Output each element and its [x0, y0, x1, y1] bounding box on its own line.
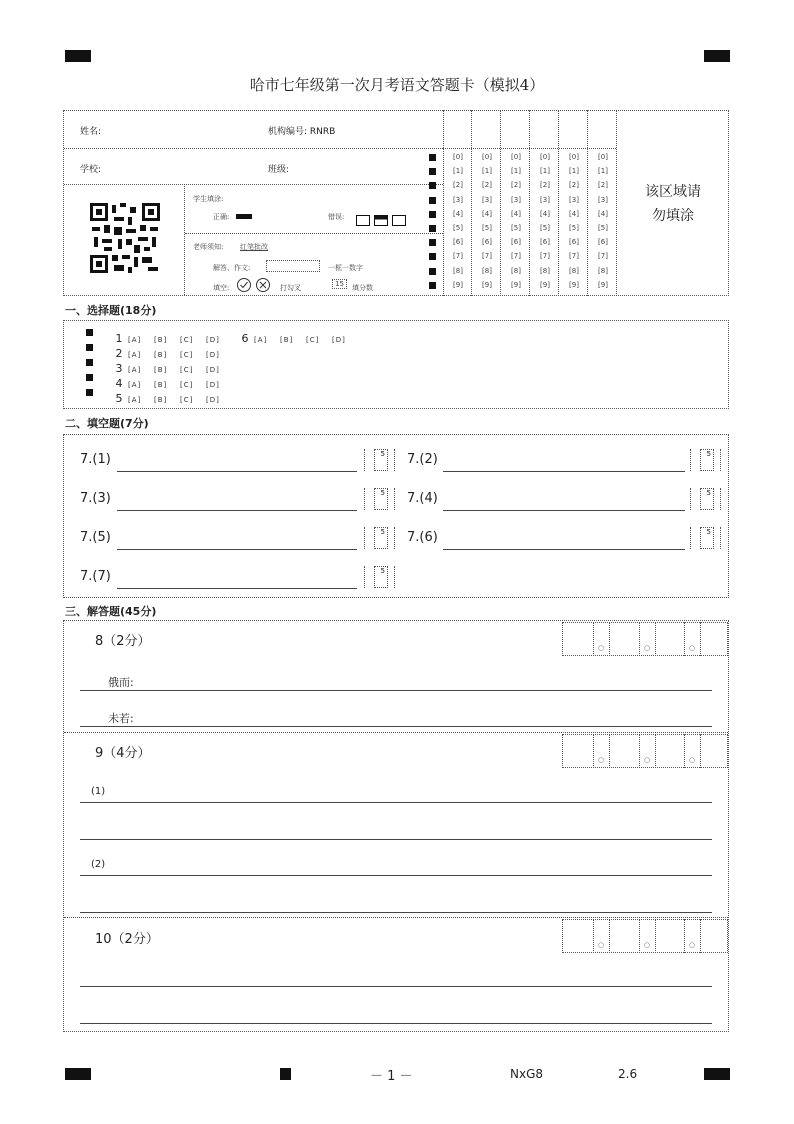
answer-line[interactable] [80, 912, 712, 913]
blank-label: 7.(6) [407, 530, 438, 545]
footer-code: NxG8 [510, 1067, 544, 1081]
section-1-title: 一、选择题(18分) [65, 304, 157, 317]
divider [394, 566, 395, 588]
digit-bubble[interactable]: [7] [511, 252, 521, 261]
name-label: 姓名: [80, 127, 102, 137]
digit-bubble[interactable]: [0] [511, 153, 521, 161]
digit-bubble[interactable]: [6] [511, 238, 521, 247]
student-fill-label: 学生填涂: [193, 195, 224, 203]
digit-bubble[interactable]: [7] [453, 252, 463, 261]
option-bubble[interactable]: [B] [154, 351, 168, 359]
q9-sub-1-label: (1) [91, 786, 106, 797]
digit-bubble[interactable]: [3] [569, 195, 579, 204]
option-bubble[interactable]: [C] [180, 366, 194, 374]
option-bubble[interactable]: [D] [206, 351, 220, 359]
row-mark [86, 329, 93, 336]
digit-bubble[interactable]: [5] [540, 224, 550, 232]
score-example: 15 [332, 279, 347, 289]
digit-bubble[interactable]: [1] [569, 167, 579, 176]
wrong-fill-examples [356, 211, 408, 222]
reserved-text-line-2: 勿填涂 [652, 208, 694, 224]
score-box[interactable]: 5 [700, 449, 714, 471]
score-circle[interactable]: ○ [598, 644, 605, 652]
divider [394, 449, 395, 471]
divider [364, 527, 365, 549]
digit-bubble[interactable]: [8] [453, 266, 463, 275]
divider [690, 488, 691, 510]
answer-line[interactable] [80, 1023, 712, 1024]
divider [64, 917, 728, 918]
digit-bubble[interactable]: [0] [598, 153, 608, 161]
divider [639, 734, 640, 768]
corner-mark-top-left [65, 50, 91, 62]
divider [184, 184, 185, 295]
digit-bubble[interactable]: [9] [569, 280, 579, 289]
option-bubble[interactable]: [B] [154, 381, 168, 389]
fill-label: 填空: [213, 284, 230, 292]
digit-bubble[interactable]: [6] [482, 238, 492, 247]
blank-label: 7.(5) [80, 530, 111, 545]
digit-bubble[interactable]: [9] [511, 280, 521, 289]
score-box[interactable]: 5 [700, 527, 714, 549]
q8-line-1-label: 俄而: [108, 676, 134, 689]
footer-version: 2.6 [618, 1067, 638, 1081]
row-mark [429, 239, 436, 246]
digit-bubble[interactable]: [4] [511, 209, 521, 218]
corner-mark-bottom-left [65, 1068, 91, 1080]
blank-label: 7.(7) [80, 569, 111, 584]
divider [364, 449, 365, 471]
answer-line[interactable] [80, 986, 712, 987]
divider [471, 110, 472, 296]
divider [655, 919, 656, 953]
divider [64, 732, 728, 733]
teacher-note-value: 红笔批改 [240, 243, 268, 251]
digit-bubble[interactable]: [0] [540, 153, 550, 161]
option-bubble[interactable]: [D] [206, 336, 220, 344]
reserved-area [620, 180, 726, 228]
digit-bubble[interactable]: [2] [511, 181, 521, 190]
row-mark [429, 225, 436, 232]
essay-label: 解答、作文: [213, 264, 251, 272]
option-bubble[interactable]: [B] [280, 336, 294, 344]
option-bubble[interactable]: [C] [180, 381, 194, 389]
answer-line[interactable] [80, 802, 712, 803]
row-mark [429, 211, 436, 218]
divider [700, 622, 701, 656]
section-2-title: 二、填空题(7分) [65, 417, 149, 430]
digit-bubble[interactable]: [8] [540, 266, 550, 275]
score-box[interactable]: 5 [374, 527, 388, 549]
digit-bubble[interactable]: [4] [598, 209, 608, 218]
bottom-center-mark [280, 1068, 291, 1080]
divider [64, 148, 443, 149]
score-circle[interactable]: ○ [644, 644, 651, 652]
divider [364, 566, 365, 588]
divider [720, 488, 721, 510]
divider [684, 734, 685, 768]
corner-mark-top-right [704, 50, 730, 62]
question-number: 6 [241, 332, 249, 345]
answer-line[interactable] [80, 839, 712, 840]
digit-bubble[interactable]: [8] [511, 266, 521, 275]
score-circle[interactable]: ○ [598, 756, 605, 764]
score-box[interactable]: 5 [374, 488, 388, 510]
divider [690, 527, 691, 549]
blank-line[interactable] [117, 471, 357, 472]
digit-bubble[interactable]: [4] [569, 209, 579, 218]
row-mark [86, 344, 93, 351]
option-bubble[interactable]: [B] [154, 396, 168, 404]
divider [609, 734, 610, 768]
divider [655, 734, 656, 768]
option-bubble[interactable]: [C] [180, 351, 194, 359]
digit-bubble[interactable]: [3] [540, 195, 550, 204]
page-title: 哈市七年级第一次月考语文答题卡（模拟4） [249, 76, 545, 94]
option-bubble[interactable]: [C] [306, 336, 320, 344]
divider [684, 919, 685, 953]
divider [700, 919, 701, 953]
divider [690, 449, 691, 471]
digit-bubble[interactable]: [1] [482, 167, 492, 176]
row-mark [429, 282, 436, 289]
divider [593, 622, 594, 656]
option-bubble[interactable]: [D] [206, 396, 220, 404]
digit-bubble[interactable]: [6] [453, 238, 463, 247]
digit-bubble[interactable]: [5] [511, 224, 521, 232]
digit-bubble[interactable]: [4] [453, 209, 463, 218]
row-mark [86, 374, 93, 381]
divider [593, 919, 594, 953]
reserved-text-line-1: 该区域请 [645, 184, 701, 200]
digit-bubble[interactable]: [1] [453, 167, 463, 176]
divider [364, 488, 365, 510]
q8-line-2-label: 未若: [108, 712, 134, 725]
question-8-label: 8（2分） [95, 634, 151, 649]
class-label: 班级: [268, 165, 290, 175]
question-number: 2 [115, 347, 123, 360]
digit-bubble[interactable]: [7] [540, 252, 550, 261]
section-3-box [63, 620, 729, 1032]
divider [720, 449, 721, 471]
divider [394, 527, 395, 549]
digit-bubble[interactable]: [0] [453, 153, 463, 161]
digit-bubble[interactable]: [8] [598, 266, 608, 275]
option-bubble[interactable]: [A] [128, 381, 142, 389]
divider [639, 622, 640, 656]
digit-bubble[interactable]: [2] [598, 181, 608, 190]
divider [700, 734, 701, 768]
blank-label: 7.(2) [407, 452, 438, 467]
divider [500, 110, 501, 296]
option-bubble[interactable]: [A] [128, 351, 142, 359]
score-circle[interactable]: ○ [689, 941, 696, 949]
digit-bubble[interactable]: [9] [453, 280, 463, 289]
divider [185, 233, 443, 234]
row-mark [429, 168, 436, 175]
digit-bubble[interactable]: [3] [482, 195, 492, 204]
digit-bubble[interactable]: [1] [511, 167, 521, 176]
divider [720, 527, 721, 549]
score-circle[interactable]: ○ [644, 941, 651, 949]
digit-bubble[interactable]: [9] [482, 280, 492, 289]
digit-bubble[interactable]: [0] [482, 153, 492, 161]
score-circle[interactable]: ○ [644, 756, 651, 764]
divider [394, 488, 395, 510]
blank-label: 7.(3) [80, 491, 111, 506]
divider [609, 622, 610, 656]
option-bubble[interactable]: [D] [332, 336, 346, 344]
score-circle[interactable]: ○ [598, 941, 605, 949]
score-circle[interactable]: ○ [689, 644, 696, 652]
option-bubble[interactable]: [B] [154, 366, 168, 374]
digit-bubble[interactable]: [9] [598, 280, 608, 289]
digit-bubble[interactable]: [3] [453, 195, 463, 204]
divider [443, 148, 616, 149]
divider [64, 184, 443, 185]
option-bubble[interactable]: [C] [180, 396, 194, 404]
row-mark [429, 154, 436, 161]
digit-bubble[interactable]: [1] [540, 167, 550, 176]
option-bubble[interactable]: [A] [128, 366, 142, 374]
digit-bubble[interactable]: [4] [482, 209, 492, 218]
digit-bubble[interactable]: [5] [598, 224, 608, 232]
blank-line[interactable] [117, 549, 357, 550]
blank-line[interactable] [443, 549, 685, 550]
q9-sub-2-label: (2) [91, 859, 106, 870]
question-10-label: 10（2分） [95, 932, 159, 947]
digit-bubble[interactable]: [8] [569, 266, 579, 275]
question-number: 4 [115, 377, 123, 390]
divider [684, 622, 685, 656]
option-bubble[interactable]: [C] [180, 336, 194, 344]
wrong-label: 错误: [328, 213, 345, 221]
option-bubble[interactable]: [A] [128, 396, 142, 404]
digit-bubble[interactable]: [6] [569, 238, 579, 247]
row-mark [429, 253, 436, 260]
digit-bubble[interactable]: [2] [569, 181, 579, 190]
correct-label: 正确: [213, 213, 230, 221]
page-number: － 1 － [370, 1069, 413, 1084]
digit-bubble[interactable]: [0] [569, 153, 579, 161]
correct-fill-example [236, 214, 252, 219]
divider [616, 110, 617, 296]
divider [558, 110, 559, 296]
answer-line[interactable] [80, 875, 712, 876]
blank-line[interactable] [443, 510, 685, 511]
digit-bubble[interactable]: [1] [598, 167, 608, 176]
teacher-note-label: 老师须知: [193, 243, 224, 251]
option-bubble[interactable]: [B] [154, 336, 168, 344]
score-box[interactable]: 5 [700, 488, 714, 510]
org-label: 机构编号: RNRB [268, 127, 336, 137]
digit-bubble[interactable]: [4] [540, 209, 550, 218]
score-box[interactable]: 5 [374, 566, 388, 588]
row-mark [429, 182, 436, 189]
row-mark [429, 268, 436, 275]
essay-digit-box [266, 260, 320, 272]
divider [587, 110, 588, 296]
score-label: 填分数 [352, 284, 373, 292]
section-2-box [63, 434, 729, 598]
qr-code [90, 203, 160, 273]
blank-label: 7.(4) [407, 491, 438, 506]
score-box[interactable]: 5 [374, 449, 388, 471]
blank-label: 7.(1) [80, 452, 111, 467]
digit-bubble[interactable]: [5] [569, 224, 579, 232]
essay-hint: 一框一数字 [328, 264, 363, 272]
answer-line[interactable] [80, 690, 712, 691]
digit-bubble[interactable]: [5] [482, 224, 492, 232]
digit-bubble[interactable]: [8] [482, 266, 492, 275]
option-bubble[interactable]: [A] [128, 336, 142, 344]
digit-bubble[interactable]: [3] [598, 195, 608, 204]
blank-line[interactable] [117, 588, 357, 589]
question-number: 1 [115, 332, 123, 345]
divider [639, 919, 640, 953]
question-number: 5 [115, 392, 123, 405]
school-label: 学校: [80, 165, 102, 175]
digit-bubble[interactable]: [7] [598, 252, 608, 261]
divider [593, 734, 594, 768]
row-mark [429, 197, 436, 204]
corner-mark-bottom-right [704, 1068, 730, 1080]
section-3-title: 三、解答题(45分) [65, 605, 157, 618]
score-circle[interactable]: ○ [689, 756, 696, 764]
row-mark [86, 389, 93, 396]
digit-bubble[interactable]: [6] [540, 238, 550, 247]
blank-line[interactable] [117, 510, 357, 511]
question-number: 3 [115, 362, 123, 375]
option-bubble[interactable]: [D] [206, 381, 220, 389]
answer-line[interactable] [80, 726, 712, 727]
question-9-label: 9（4分） [95, 746, 151, 761]
check-cross-label: 打勾叉 [280, 284, 301, 292]
digit-bubble[interactable]: [9] [540, 280, 550, 289]
choice-row [110, 387, 232, 406]
digit-bubble[interactable]: [7] [482, 252, 492, 261]
divider [655, 622, 656, 656]
check-cross-icon [236, 277, 272, 293]
digit-bubble[interactable]: [5] [453, 224, 463, 232]
divider [609, 919, 610, 953]
digit-bubble[interactable]: [2] [482, 181, 492, 190]
option-bubble[interactable]: [D] [206, 366, 220, 374]
digit-bubble[interactable]: [2] [453, 181, 463, 190]
digit-bubble[interactable]: [2] [540, 181, 550, 190]
row-mark [86, 359, 93, 366]
digit-bubble[interactable]: [6] [598, 238, 608, 247]
digit-bubble[interactable]: [7] [569, 252, 579, 261]
divider [529, 110, 530, 296]
blank-line[interactable] [443, 471, 685, 472]
option-bubble[interactable]: [A] [254, 336, 268, 344]
digit-bubble[interactable]: [3] [511, 195, 521, 204]
